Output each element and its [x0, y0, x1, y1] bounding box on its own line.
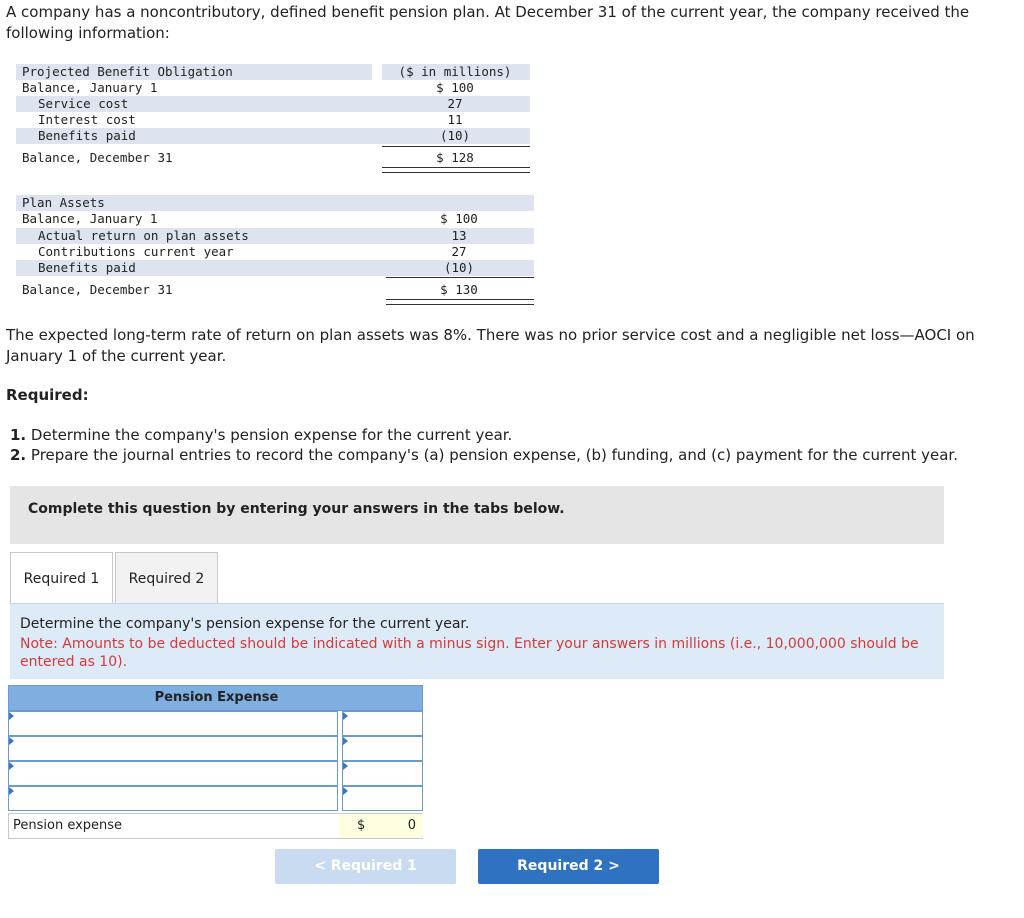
assets-row-label: Contributions current year: [38, 244, 234, 259]
required-item-number: 2.: [10, 446, 27, 464]
assets-header-label: Plan Assets: [22, 195, 105, 210]
assets-subtotal-line: [386, 277, 534, 278]
pbo-row-label: Interest cost: [38, 112, 136, 127]
required-item-1: [10, 425, 958, 445]
instruction-note: Note: Amounts to be deducted should be indicated with a minus sign. Enter your answers in millions (i.e., 10,000,000 should be entered as 10).: [20, 636, 919, 670]
pbo-row-label: Benefits paid: [38, 128, 136, 143]
pbo-header-value: ($ in millions): [398, 64, 512, 79]
pension-expense-total-label: Pension expense: [13, 818, 123, 833]
next-required-2-button[interactable]: Required 2 >: [478, 849, 659, 884]
component-amount-cell-2[interactable]: [342, 736, 423, 761]
assets-row-value: 13: [451, 228, 467, 243]
component-label-input[interactable]: [9, 737, 337, 760]
assumption-paragraph: The expected long-term rate of return on plan assets was 8%. There was no prior service cost and a negligible net loss—AOCI on January 1 of the current year.: [6, 326, 975, 365]
component-amount-cell-4[interactable]: [342, 786, 423, 811]
pension-expense-table: [8, 685, 423, 839]
assets-row-value: $ 100: [440, 211, 478, 226]
component-amount-input[interactable]: [343, 762, 422, 785]
component-amount-input[interactable]: [343, 737, 422, 760]
complete-question-banner: [10, 486, 944, 544]
pbo-row-label: Balance, December 31: [22, 150, 173, 165]
pbo-total-line: [382, 167, 530, 173]
assets-row-value: (10): [443, 260, 475, 275]
required-item-2: [10, 445, 958, 465]
component-label-input[interactable]: [9, 762, 337, 785]
required-item-text: Determine the company's pension expense for the current year.: [26, 426, 513, 444]
pbo-row-value: $ 100: [436, 80, 474, 95]
assets-total-line: [386, 299, 534, 305]
component-amount-cell-3[interactable]: [342, 761, 423, 786]
tab-required-2[interactable]: Required 2: [115, 552, 218, 605]
pbo-row-value: 11: [447, 112, 463, 127]
required-list: [10, 425, 958, 465]
assets-row-label: Actual return on plan assets: [38, 228, 249, 243]
instruction-text: Determine the company's pension expense for the current year.: [20, 616, 470, 632]
pension-expense-total-value: 0: [407, 818, 416, 833]
assets-row-label: Balance, January 1: [22, 211, 158, 226]
assets-row-value: $ 130: [440, 282, 478, 297]
pbo-row-value: $ 128: [436, 150, 474, 165]
required-item-text: Prepare the journal entries to record the company's (a) pension expense, (b) funding, and (c) payment for the current year.: [26, 446, 958, 464]
component-amount-input[interactable]: [343, 712, 422, 735]
intro-text: A company has a noncontributory, defined benefit pension plan. At December 31 of the current year, the company received the following information:: [6, 3, 970, 42]
complete-question-text: Complete this question by entering your answers in the tabs below.: [28, 501, 565, 517]
assets-row-label: Balance, December 31: [22, 282, 173, 297]
pbo-subtotal-line: [382, 146, 530, 147]
pension-expense-header: [8, 685, 423, 711]
pbo-header-label: Projected Benefit Obligation: [22, 64, 233, 79]
plan-assets-table: [16, 195, 536, 307]
component-label-input[interactable]: [9, 712, 337, 735]
component-label-cell-4[interactable]: [8, 786, 338, 811]
component-label-input[interactable]: [9, 787, 337, 810]
component-amount-input[interactable]: [343, 787, 422, 810]
pbo-table: [16, 64, 536, 170]
pbo-row-value: 27: [447, 96, 463, 111]
assets-row-value: 27: [451, 244, 467, 259]
prev-required-1-button[interactable]: < Required 1: [275, 849, 456, 884]
component-amount-cell-1[interactable]: [342, 711, 423, 736]
tab-required-1[interactable]: Required 1: [10, 552, 113, 605]
currency-symbol: $: [357, 818, 366, 833]
component-label-cell-2[interactable]: [8, 736, 338, 761]
required-heading: Required:: [6, 386, 89, 404]
pension-expense-header-label: Pension Expense: [154, 690, 279, 705]
required-item-number: 1.: [10, 426, 27, 444]
pbo-row-label: Balance, January 1: [22, 80, 158, 95]
pbo-row-value: (10): [439, 128, 471, 143]
component-label-cell-1[interactable]: [8, 711, 338, 736]
assets-row-label: Benefits paid: [38, 260, 136, 275]
instruction-panel: [10, 603, 944, 679]
pension-expense-total-row: [8, 813, 423, 839]
pbo-row-label: Service cost: [38, 96, 129, 111]
component-label-cell-3[interactable]: [8, 761, 338, 786]
